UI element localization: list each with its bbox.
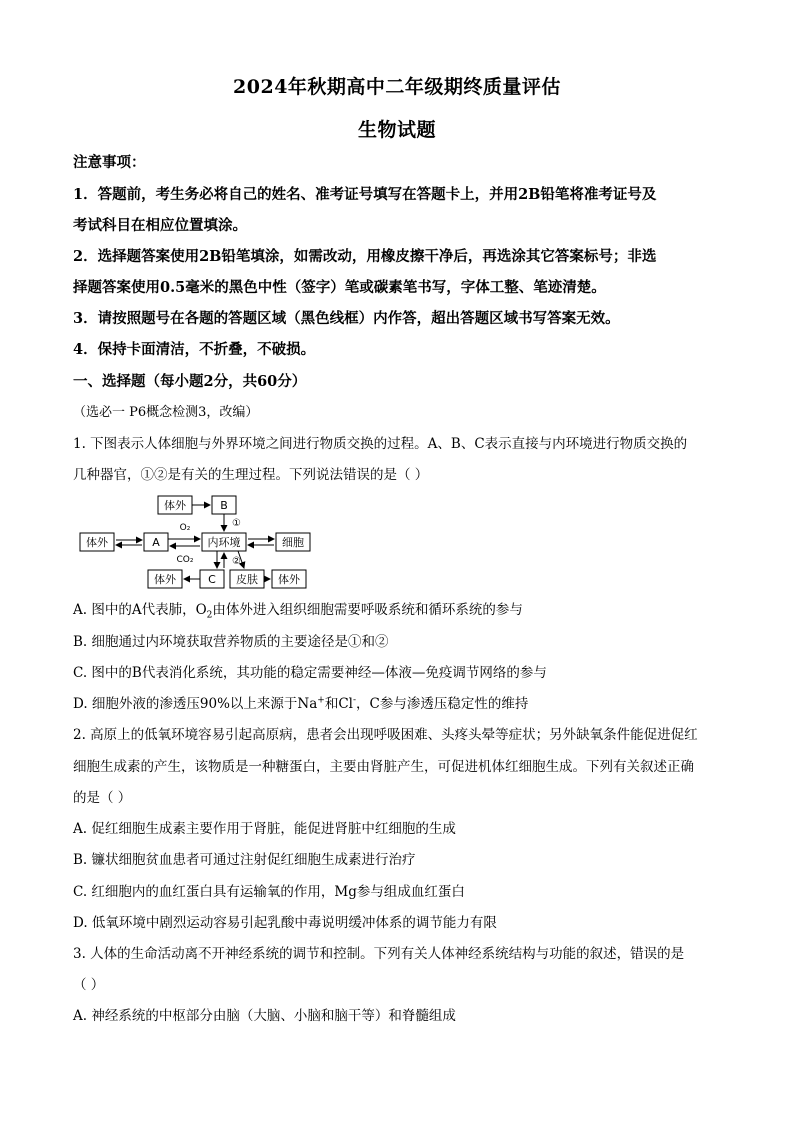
- superscript: -: [353, 695, 357, 706]
- notice-line: 2．选择题答案使用2B铅笔填涂，如需改动，用橡皮擦干净后，再选涂其它答案标号；非选: [73, 248, 657, 265]
- question-2-option-c: C. 红细胞内的血红蛋白具有运输氧的作用，Mg参与组成血红蛋白: [73, 884, 465, 900]
- exam-subject: 生物试题: [357, 119, 436, 141]
- label-skin: 皮肤: [236, 573, 258, 586]
- label-outside-left: 体外: [86, 536, 108, 549]
- question-2-stem: 细胞生成素的产生，该物质是一种糖蛋白，主要由肾脏产生，可促进机体红细胞生成。下列有关叙述正确: [73, 759, 694, 775]
- notice-line: 考试科目在相应位置填涂。: [73, 217, 247, 234]
- question-1-option-b: B. 细胞通过内环境获取营养物质的主要途径是①和②: [73, 634, 389, 650]
- source-note: （选必一 P6概念检测3，改编）: [73, 405, 259, 420]
- question-2-option-d: D. 低氧环境中剧烈运动容易引起乳酸中毒说明缓冲体系的调节能力有限: [73, 915, 497, 931]
- notice-line: 择题答案使用0.5毫米的黑色中性（签字）笔或碳素笔书写，字体工整、笔迹清楚。: [73, 279, 606, 296]
- label-internal-env: 内环境: [207, 536, 241, 549]
- label-outside-bottom-right: 体外: [278, 573, 300, 586]
- question-2-option-a: A. 促红细胞生成素主要作用于肾脏，能促进肾脏中红细胞的生成: [73, 821, 456, 837]
- label-cells: 细胞: [282, 536, 304, 549]
- option-a-text: A. 图中的A代表肺，O: [73, 602, 207, 618]
- label-process-1: ①: [232, 518, 241, 529]
- option-a-text: 由体外进入组织细胞需要呼吸系统和循环系统的参与: [212, 602, 523, 618]
- question-2-stem: 的是（ ）: [73, 790, 132, 806]
- question-3-option-a: A. 神经系统的中枢部分由脑（大脑、小脑和脑干等）和脊髓组成: [73, 1008, 456, 1024]
- option-d-text: D. 细胞外液的渗透压90%以上来源于Na: [73, 696, 318, 712]
- notice-heading: 注意事项：: [73, 154, 146, 171]
- question-2-option-b: B. 镰状细胞贫血患者可通过注射促红细胞生成素进行治疗: [73, 852, 416, 868]
- label-o2: O₂: [179, 523, 191, 533]
- notice-line: 1．答题前，考生务必将自己的姓名、准考证号填写在答题卡上，并用2B铅笔将准考证号及: [73, 186, 657, 203]
- label-co2: CO₂: [176, 555, 194, 565]
- notice-line: 4．保持卡面清洁，不折叠，不破损。: [73, 341, 316, 358]
- material-exchange-diagram: [78, 492, 318, 592]
- question-1-option-a: [73, 598, 523, 621]
- question-3-stem: （ ）: [73, 977, 105, 993]
- question-1-option-d: [73, 692, 528, 712]
- section-heading: 一、选择题（每小题2分，共60分）: [73, 373, 307, 390]
- question-1-stem: 几种器官，①②是有关的生理过程。下列说法错误的是（ ）: [73, 467, 429, 483]
- label-outside-bottom-left: 体外: [154, 573, 176, 586]
- superscript: +: [317, 695, 325, 706]
- label-outside-top: 体外: [164, 499, 186, 512]
- label-a: A: [152, 536, 160, 549]
- question-1-option-c: C. 图中的B代表消化系统，其功能的稳定需要神经—体液—免疫调节网络的参与: [73, 665, 547, 681]
- label-process-2: ②: [232, 556, 241, 567]
- label-c: C: [208, 573, 216, 586]
- question-3-stem: 3. 人体的生命活动离不开神经系统的调节和控制。下列有关人体神经系统结构与功能的叙述，错误的是: [73, 946, 685, 962]
- exam-title: 2024年秋期高中二年级期终质量评估: [233, 76, 561, 98]
- subscript: 2: [206, 610, 213, 621]
- label-b: B: [220, 499, 228, 512]
- notice-line: 3．请按照题号在各题的答题区域（黑色线框）内作答，超出答题区域书写答案无效。: [73, 310, 620, 327]
- option-d-text: 和Cl: [324, 696, 353, 712]
- question-2-stem: 2. 高原上的低氧环境容易引起高原病，患者会出现呼吸困难、头疼头晕等症状；另外缺氧条件能促进促红: [73, 727, 698, 743]
- option-d-text: ，C参与渗透压稳定性的维持: [356, 696, 529, 712]
- question-1-stem: 1. 下图表示人体细胞与外界环境之间进行物质交换的过程。A、B、C表示直接与内环境进行物质交换的: [73, 436, 688, 452]
